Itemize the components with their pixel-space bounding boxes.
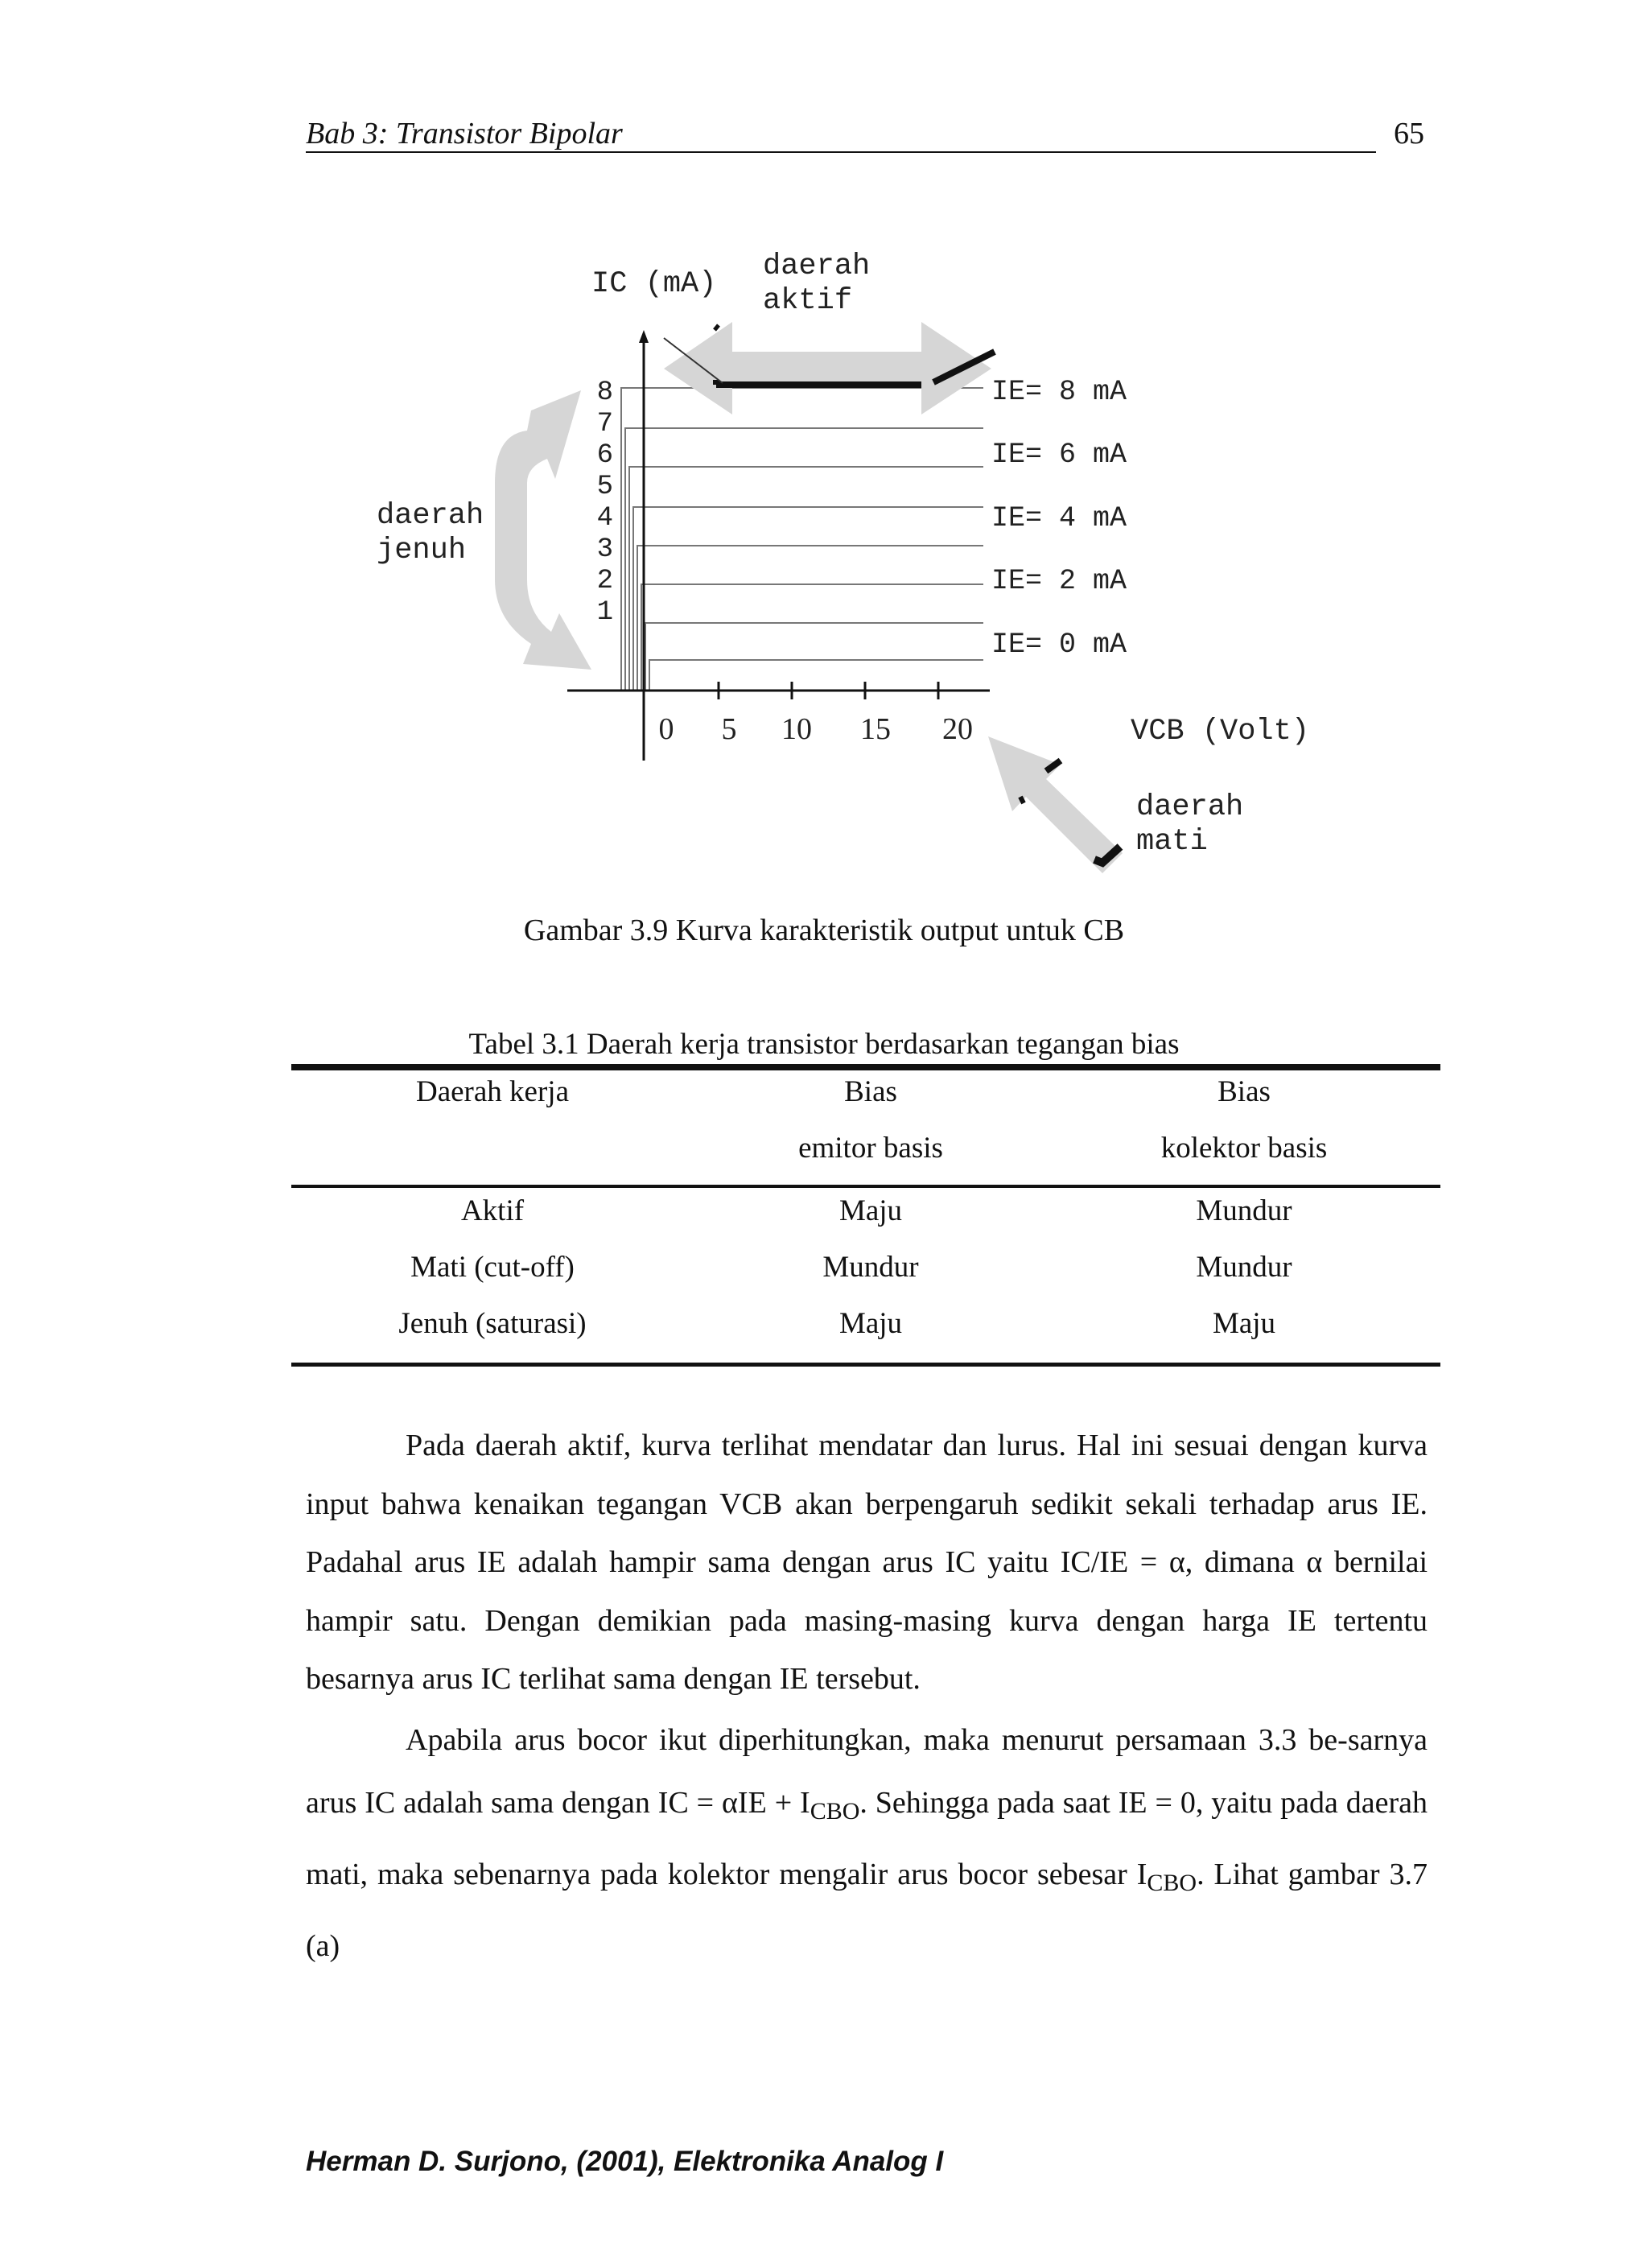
y-tick-4: 4: [596, 503, 613, 534]
curve-label-ie-2: IE= 2 mA: [991, 565, 1127, 597]
body-text: [306, 1416, 1428, 1977]
row-1-region: Aktif: [460, 1194, 525, 1227]
saturation-region-label-2: jenuh: [377, 534, 467, 567]
curve-ie-8: [621, 388, 983, 691]
curve-ie-2: [641, 584, 983, 691]
y-axis-arrowhead: [639, 330, 649, 343]
table-top-rule: [291, 1064, 1440, 1070]
row-3-region: Jenuh (saturasi): [398, 1307, 587, 1340]
cutoff-region-arrow: [988, 736, 1123, 873]
y-tick-2: 2: [596, 566, 613, 596]
table-header-rule: [291, 1185, 1440, 1188]
output-characteristic-figure: [0, 0, 1648, 901]
header-emitter-bias-1: Bias: [844, 1075, 897, 1108]
header-collector-bias-1: Bias: [1217, 1075, 1271, 1108]
y-tick-3: 3: [596, 534, 613, 565]
row-2-emitter-bias: Mundur: [822, 1251, 919, 1284]
curve-label-ie-6: IE= 6 mA: [991, 439, 1127, 471]
header-emitter-bias-2: emitor basis: [798, 1132, 943, 1165]
x-tick-20: 20: [942, 712, 973, 746]
saturation-region-arrow: [495, 390, 591, 670]
paragraph-1: Pada daerah aktif, kurva terlihat mendatar dan lurus. Hal ini sesuai dengan kurva input bahwa kenaikan tegangan VCB akan berpengaruh sedikit sekali terhadap arus IE. Padahal arus IE adalah hampir sama dengan arus IC yaitu IC/IE = α, dimana α bernilai hampir satu. Dengan demikian pada masing-masing kurva dengan harga IE tertentu besarnya arus IC terlihat sama dengan IE tersebut.: [306, 1429, 1428, 1696]
x-tick-5: 5: [721, 712, 737, 746]
paragraph-2: Apabila arus bocor ikut diperhitungkan, maka menurut persamaan 3.3 be-sarnya arus IC adalah sama dengan IC = $\alpha IE + I_{CBO}$. Sehingga pada saat IE = 0, yaitu pada daerah mati, maka sebenarnya pada kolektor mengalir arus bocor sebesar $I_{CBO}$. Lihat gambar 3.7 (a): [306, 1722, 1428, 1963]
header-region: Daerah kerja: [415, 1075, 569, 1108]
figure-drawing: [0, 0, 1648, 901]
row-3-emitter-bias: Maju: [838, 1307, 903, 1340]
active-region-arrow: [664, 322, 991, 414]
table-title: Tabel 3.1 Daerah kerja transistor berdasarkan tegangan bias: [468, 1028, 1180, 1061]
curve-label-ie-0: IE= 0 mA: [991, 629, 1127, 661]
table-bottom-rule: [291, 1363, 1440, 1367]
y-tick-5: 5: [596, 472, 613, 502]
x-tick-15: 15: [860, 712, 891, 746]
row-1-emitter-bias: Maju: [838, 1194, 903, 1227]
x-tick-10: 10: [781, 712, 812, 746]
curve-ie-3: [637, 546, 983, 691]
header-collector-bias-2: kolektor basis: [1160, 1132, 1328, 1165]
curve-ie-0: [649, 660, 983, 691]
y-tick-1: 1: [596, 597, 613, 628]
active-region-label-1: daerah: [763, 249, 871, 283]
x-tick-0: 0: [658, 712, 674, 746]
figure-caption: Gambar 3.9 Kurva karakteristik output untuk CB: [523, 913, 1125, 947]
y-axis-label: IC (mA): [591, 267, 717, 301]
row-3-collector-bias: Maju: [1212, 1307, 1276, 1340]
y-tick-7: 7: [596, 409, 613, 439]
curve-ie-1: [645, 623, 983, 691]
row-2-collector-bias: Mundur: [1196, 1251, 1292, 1284]
curve-ie-4: [633, 507, 983, 691]
y-tick-8: 8: [596, 377, 613, 408]
chapter-title: Bab 3: Transistor Bipolar: [306, 117, 623, 151]
curve-label-ie-4: IE= 4 mA: [991, 502, 1127, 534]
saturation-region-label-1: daerah: [377, 499, 484, 533]
row-1-collector-bias: Mundur: [1196, 1194, 1292, 1227]
page-number: 65: [1394, 117, 1424, 151]
active-region-label-2: aktif: [763, 284, 853, 318]
curve-ie-6: [629, 467, 983, 691]
x-axis-label: VCB (Volt): [1131, 715, 1310, 748]
cutoff-region-label-2: mati: [1136, 825, 1208, 859]
row-2-region: Mati (cut-off): [410, 1251, 575, 1284]
page-footer: Herman D. Surjono, (2001), Elektronika Analog I: [306, 2146, 944, 2177]
y-tick-6: 6: [596, 440, 613, 471]
cutoff-region-label-1: daerah: [1136, 790, 1244, 824]
curve-label-ie-8: IE= 8 mA: [991, 376, 1127, 408]
